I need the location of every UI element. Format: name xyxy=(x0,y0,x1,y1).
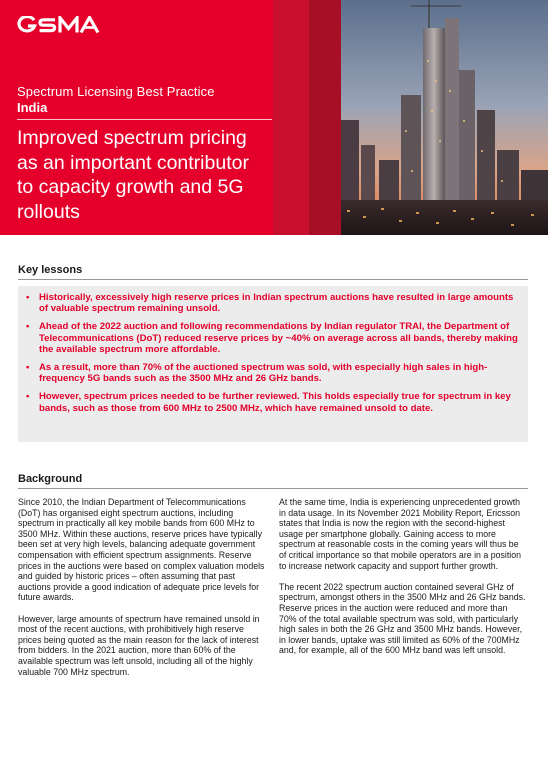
hero-kicker: Spectrum Licensing Best Practice xyxy=(17,84,215,99)
bullet-icon: • xyxy=(26,362,30,374)
key-lessons-list xyxy=(26,292,520,414)
key-lessons-box xyxy=(18,286,528,442)
gsma-logo xyxy=(17,16,121,34)
paragraph: At the same time, India is experiencing unprecedented growth in data usage. In its November 2021 Mobility Report, Ericsson states that India is now the region with the second-highest usage per smartphone globally. Gaining access to more spectrum at reasonable costs in the coming years will thus be of critical importance so that mobile operators are in a position to increase network capacity and support further growth. xyxy=(279,497,522,571)
bullet-icon: • xyxy=(26,321,30,333)
bullet-icon: • xyxy=(26,292,30,303)
background-left-column xyxy=(18,497,266,688)
lesson-text: As a result, more than 70% of the auctioned spectrum was sold, with especially high sales in high-frequency 5G bands such as the 3500 MHz and 26 GHz bands. xyxy=(39,362,488,385)
city-skyline-photo xyxy=(341,0,548,235)
hero-divider xyxy=(17,119,272,120)
list-item xyxy=(26,292,520,315)
list-item xyxy=(26,321,520,355)
background-right-column xyxy=(279,497,527,667)
lesson-text: Ahead of the 2022 auction and following recommendations by Indian regulator TRAI, the Department of Telecommunications (DoT) reduced reserve prices by ~40% on average across all bands, thereby making the available spectrum more affordable. xyxy=(39,321,518,356)
page-title: Improved spectrum pricing as an important contributor to capacity growth and 5G rollouts xyxy=(17,127,249,223)
paragraph: Since 2010, the Indian Department of Telecommunications (DoT) has organised eight spectrum auctions, including spectrum in practically all key mobile bands from 600 MHz to 3500 MHz. Within these auctions, reserve prices have typically been set at very high levels, balancing adequate government compensation with efficient spectrum assignments. Reserve prices in the auctions were based on complex valuation models and guided by historic prices – often assuming that past auctions provide a good indication of adequate price levels for future awards. xyxy=(18,497,265,603)
bullet-icon: • xyxy=(26,391,30,403)
lesson-text: Historically, excessively high reserve prices in Indian spectrum auctions have resulted in large amounts of valuable spectrum remaining unsold. xyxy=(39,292,514,315)
hero-country: India xyxy=(17,100,48,115)
list-item xyxy=(26,391,520,414)
background-rule xyxy=(18,488,528,489)
lesson-text: However, spectrum prices needed to be further reviewed. This holds especially true for spectrum in key bands, such as those from 600 MHz to 2500 MHz, which have remained unsold to date. xyxy=(39,391,511,414)
hero-banner xyxy=(0,0,548,235)
paragraph: The recent 2022 spectrum auction contained several GHz of spectrum, amongst others in the 3500 MHz and 26 GHz bands. Reserve prices in the auction were reduced and more than 70% of the total available spectrum was sold, with particularly high sales in both the 26 GHz and 3500 MHz bands. However, in lower bands, uptake was still limited as 60% of the 700MHz and, for example, all of the 600 MHz band was left unsold. xyxy=(279,581,526,656)
key-lessons-heading: Key lessons xyxy=(18,264,83,276)
background-heading: Background xyxy=(18,473,83,485)
list-item xyxy=(26,362,520,385)
hero-accent-band xyxy=(273,0,309,235)
key-lessons-rule xyxy=(18,279,528,280)
paragraph: However, large amounts of spectrum have remained unsold in most of the recent auctions, with prohibitively high reserve prices being quoted as the main reason for the lack of interest from bidders. In the 2021 auction, more than 60% of the available spectrum was left unsold, including all of the highly valuable 700 MHz spectrum. xyxy=(18,613,260,677)
hero-accent-band-dark xyxy=(309,0,341,235)
